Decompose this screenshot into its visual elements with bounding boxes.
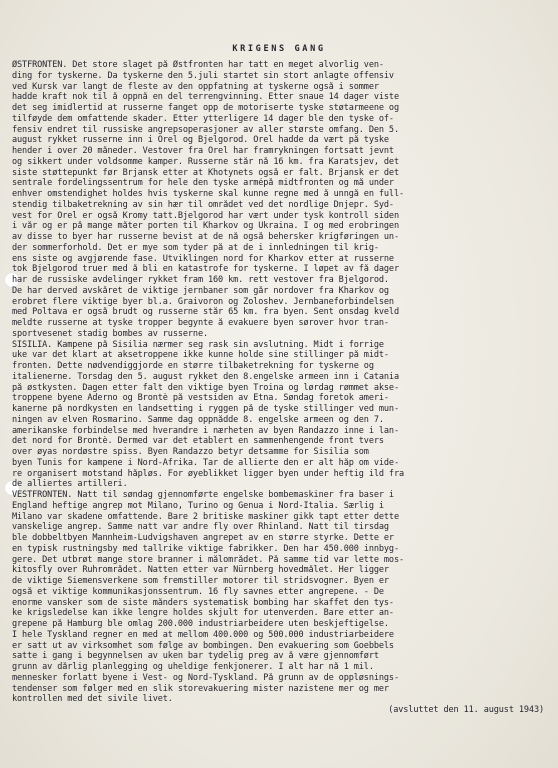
text-line: siste støttepunkt før Brjansk etter at Khotynets også er falt. Brjansk er det [12,167,399,178]
text-line: også et viktige kommunikasjonssentrum. 16 fly savnes etter angrepene. - De [12,586,384,597]
text-line: Milano var skadene omfattende. Bare 2 britiske maskiner gikk tapt etter dette [12,511,399,522]
text-line: ningen av elven Rosmarino. Samme dag oppnådde 8. engelske armeen og den 7. [12,414,384,425]
text-line: ØSTFRONTEN. Det store slaget på Østfronten har tatt en meget alvorlig ven- [12,60,384,70]
text-line: troppene byene Aderno og Brontè på vestsiden av Etna. Søndag foretok ameri- [12,393,389,404]
text-line: sentrale fordelingssentrum for hele den tyske armépå midtfronten og må under [12,178,394,189]
text-line: med Poltava er også brudt og russerne står 65 km. fra byen. Sent onsdag kveld [12,307,399,318]
text-line: tendenser som følger med en slik storevakuering mister nazistene mer og mer [12,683,389,694]
text-line: kontrollen med det sivile livet. [12,694,173,705]
text-line: ding for tyskerne. Da tyskerne den 5.juli startet sin stort anlagte offensiv [12,70,394,81]
text-line: satte i gang i begynnelsen av uken bar tydelig preg av å være gjennomført [12,651,379,662]
text-line: amerikanske forbindelse med hverandre i nærheten av byen Randazzo inne i lan- [12,425,399,436]
text-line: byen Tunis for kampene i Nord-Afrika. Tar de allierte den er alt håp om vide- [12,457,399,468]
text-line: fensiv endret til russiske angrepsoperasjoner av aller største omfang. Den 5. [12,124,399,135]
text-line: tilføyde dem omfattende skader. Etter ytterligere 14 dager ble den tyske of- [12,113,394,124]
text-line: over øyas nordøstre spiss. Byen Randazzo betyr detsamme for Sisilia som [12,447,369,457]
text-line: en typisk rustningsby med tallrike viktige fabrikker. Den har 450.000 innbyg- [12,543,399,554]
closing-date-note: (avsluttet den 11. august 1943) [388,705,544,715]
text-line: England heftige angrep mot Milano, Turino og Genua i Nord-Italia. Særlig i [12,500,384,511]
text-line: grunn av dårlig planlegging og uheldige fenkjonerer. I alt har nå 1 mil. [12,662,374,672]
text-line: kitosfly over Ruhrområdet. Natten etter var Nürnberg hovedmålet. Her ligger [12,565,389,576]
text-line: ens siste og avgjørende fase. Utviklingen nord for Kharkov etter at russerne [12,253,394,264]
text-line: enorme vansker som de siste månders systematisk bombing har skaffet den tys- [12,597,394,608]
text-line: stendig tilbaketrekning av sin hær til området ved det nordlige Dnjepr. Syd- [12,199,394,210]
text-line: meldte russerne at tyske tropper begynte å evakuere byen sørover hvor tran- [12,318,389,328]
text-line: er satt ut av virksomhet som følge av bombingen. Den evakuering som Goebbels [12,640,394,651]
text-line: SISILIA. Kampene på Sisilia nærmer seg rask sin avslutning. Midt i forrige [12,339,384,350]
document-title: KRIGENS GANG [232,44,326,54]
text-line: ble dobbeltbyen Mannheim-Ludvigshaven angrepet av en større styrke. Dette er [12,533,394,543]
text-line: i vår og er på mange måter porten til Kharkov og Ukraina. I og med erobringen [12,221,399,232]
text-line: de alliertes artilleri. [12,479,128,490]
text-line: I hele Tyskland regner en med at mellom 400.000 og 500.000 industriarbeidere [12,629,394,640]
text-line: har de russiske avdelinger rykket fram 160 km. rett vestover fra Bjelgorod. [12,275,389,285]
text-line: det seg imidlertid at russerne fanget opp de motoriserte tyske støtarmeene og [12,103,399,113]
text-line: sportvesenet stadig bombes av russerne. [12,328,209,339]
text-line: ke krigsledelse kan ikke lengre holdes skjult for utenverden. Bare etter an- [12,608,394,619]
text-line: de viktige Siemensverkene som fremstiller motorer til stridsvogner. Byen er [12,576,389,586]
text-line: De har derved avskåret de viktige jernbaner som går nordover fra Kharkov og [12,285,389,296]
text-line: mennesker forlatt byene i Vest- og Nord-Tyskland. På grunn av de oppløsnings- [12,672,399,683]
text-line: re organisert motstand håpløs. For øyeblikket ligger byen under heftig ild fra [12,468,405,479]
text-line: vest for Orel er også Kromy tatt.Bjelgorod har vært under tysk kontroll siden [12,210,399,221]
text-line: av disse to byer har russerne bevist at de nå også behersker krigføringen un- [12,232,399,242]
text-line: uke var det klart at aksetroppene ikke kunne holde sine stillinger på midt- [12,350,389,361]
text-line: tok Bjelgorod truer med å bli en katastrofe for tyskerne. I løpet av få dager [12,264,399,275]
text-line: vanskelige angrep. Samme natt var andre fly over Rhinland. Natt til tirsdag [12,522,389,533]
text-line: hadde kraft nok til å oppnå en del terrengvinning. Etter snaue 14 dager viste [12,92,399,103]
text-line: fronten. Dette nødvendiggjorde en større tilbaketrekning for tyskerne og [12,361,374,371]
text-line: august rykket russerne inn i Orel og Bjelgorod. Orel hadde da vært på tyske [12,135,389,146]
text-line: hender i over 20 måneder. Vestover fra Orel har framrykningen fortsatt jevnt [12,146,394,156]
text-line: VESTFRONTEN. Natt til søndag gjennomførte engelske bombemaskiner fra baser i [12,490,394,500]
text-line: enhver omstendighet holdes hvis tyskerne skal kunne regne med å unngå en full- [12,189,405,199]
text-line: ved Kursk var langt de fleste av den oppfatning at tyskerne også i sommer [12,81,379,92]
text-line: der sommerforhold. Det er mye som tyder på at de i innledningen til krig- [12,242,379,253]
text-line: gere. Det utbrøt mange store branner i målområdet. På samme tid var lette mos- [12,554,405,565]
text-line: på østkysten. Dagen etter falt den viktige byen Troina og lørdag rømmet akse- [12,382,399,393]
text-line: grepene på Hamburg ble omlag 200.000 industriarbeidere uten beskjeftigelse. [12,619,389,629]
text-line: italienerne. Torsdag den 5. august rykket den 8.engelske armeen inn i Catania [12,371,399,382]
text-line: kanerne på nordkysten en landsetting i ryggen på de tyske stillinger ved mun- [12,404,399,414]
document-body [12,60,548,716]
text-line: og sikkert under voldsomme kamper. Russerne står nå 16 km. fra Karatsjev, det [12,156,399,167]
text-line: erobret flere viktige byer bl.a. Graivoron og Zoloshev. Jernbaneforbindelsen [12,296,394,307]
text-line: det nord for Brontè. Dermed var det etablert en sammenhengende front tvers [12,436,384,447]
